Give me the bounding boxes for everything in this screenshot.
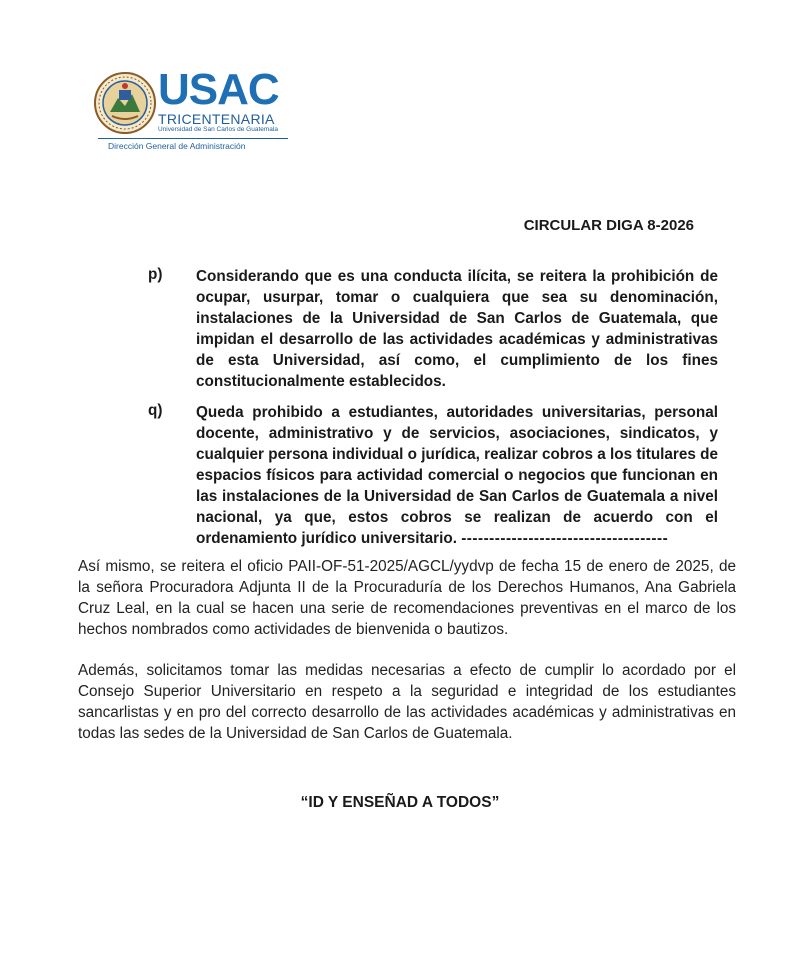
item-letter-q: q) — [148, 402, 163, 419]
item-text-p: Considerando que es una conducta ilícita, se reitera la prohibición de ocupar, usurpar, tomar o cualquiera que sea su denominación, instalaciones de la Universidad de San Carlos de Guatemala, que impidan el desarrollo de las actividades académicas y administrativas de esta Universidad, así como, el cumplimiento de los fines constitucionalmente establecidos. — [196, 268, 718, 390]
motto: “ID Y ENSEÑAD A TODOS” — [300, 794, 500, 811]
paragraph-medidas: Además, solicitamos tomar las medidas necesarias a efecto de cumplir lo acordado por el Consejo Superior Universitario en respeto a la seguridad e integridad de los estudiantes sancarlistas y en pro del correcto desarrollo de las actividades académicas y administrativas en todas las sedes de la Universidad de San Carlos de Guatemala. — [78, 662, 736, 742]
university-seal-icon — [94, 72, 156, 134]
item-letter-p: p) — [148, 266, 163, 283]
brand-block — [158, 65, 279, 133]
brand-subtitle: TRICENTENARIA — [158, 111, 275, 127]
department-name: Dirección General de Administración — [108, 141, 246, 151]
paragraph-oficio: Así mismo, se reitera el oficio PAII-OF-51-2025/AGCL/yydvp de fecha 15 de enero de 2025, de la señora Procuradora Adjunta II de la Procuraduría de los Derechos Humanos, Ana Gabriela Cruz Leal, en la cual se hacen una serie de recomendaciones preventivas en el marco de los hechos nombrados como actividades de bienvenida o bautizos. — [78, 558, 736, 638]
item-q — [196, 402, 718, 549]
header-divider — [98, 138, 288, 139]
item-text-q: Queda prohibido a estudiantes, autoridades universitarias, personal docente, administrativo y de servicios, asociaciones, sindicatos, y cualquier persona individual o jurídica, realizar cobros a los titulares de espacios físicos para actividad comercial o negocios que funcionan en las instalaciones de la Universidad de San Carlos de Guatemala a nivel nacional, ya que, estos cobros se realizan de acuerdo con el ordenamiento jurídico universitario. — [196, 404, 718, 547]
letterhead — [90, 65, 290, 158]
circular-code: CIRCULAR DIGA 8-2026 — [523, 217, 694, 234]
dash-filler: ------------------------------------- — [461, 530, 669, 547]
university-name: Universidad de San Carlos de Guatemala — [158, 126, 278, 133]
brand-name: USAC — [158, 65, 279, 114]
